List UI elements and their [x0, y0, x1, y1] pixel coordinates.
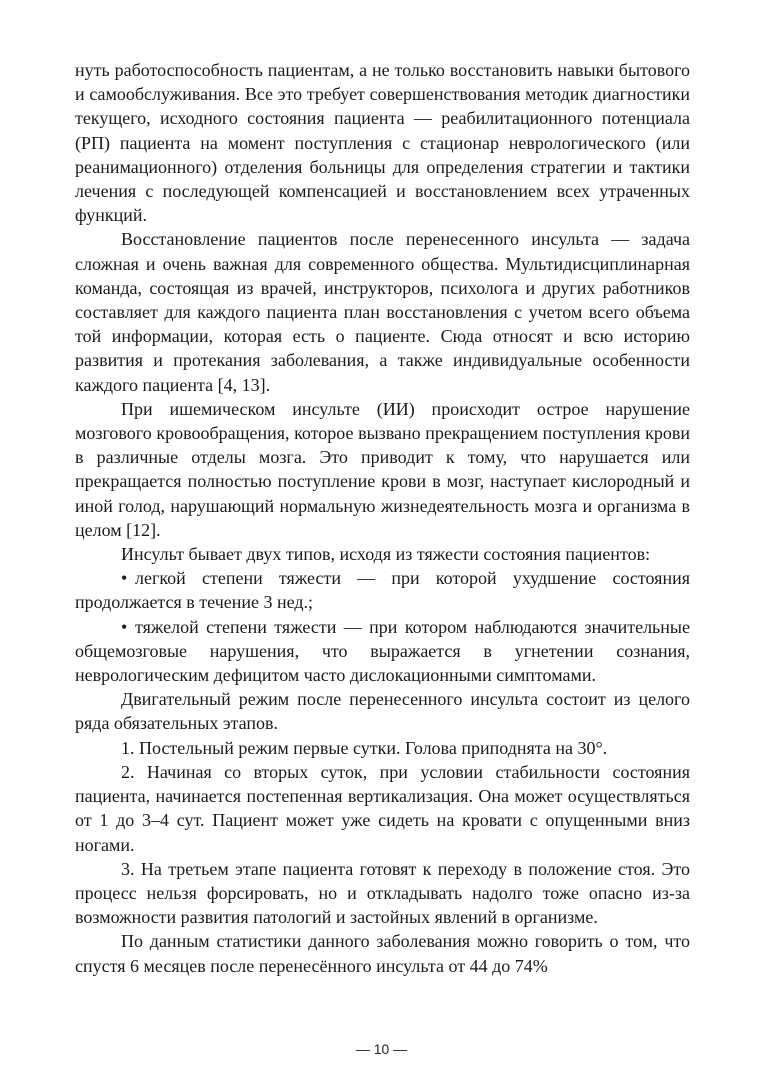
paragraph-continuation: нуть работоспособность пациентам, а не только восстановить навыки бытового и самообслуживания. Все это требует совершенствования методик диагностики текущего, исходного состояния пациента — реабилитационного потенциала (РП) пациента на момент поступления с стационар неврологического (или реанимационного) отделения больницы для определения стратегии и тактики лечения с последующей компенсацией и восстановлением всех утраченных функций. [75, 60, 690, 226]
list-item-step-2: 2. Начиная со вторых суток, при условии стабильности состояния пациента, начинается постепенная вертикализация. Она может осуществляться от 1 до 3–4 сут. Пациент может уже сидеть на кровати с опущенными вниз ногами. [75, 761, 690, 855]
paragraph-rehabilitation: Восстановление пациентов после перенесенного инсульта — задача сложная и очень важная для современного общества. Мультидисциплинарная команда, состоящая из врачей, инструкторов, психолога и других работников составляет для каждого пациента план восстановления с учетом всего объема той информации, которая есть о пациенте. Сюда относят и всю историю развития и протекания заболевания, а также индивидуальные особенности каждого пациента [4, 13]. [75, 229, 690, 395]
paragraph-motor-regime: Двигательный режим после перенесенного инсульта состоит из целого ряда обязательных этапов. [75, 689, 690, 734]
paragraph-ischemic-stroke: При ишемическом инсульте (ИИ) происходит острое нарушение мозгового кровообращения, которое вызвано прекращением поступления крови в различные отделы мозга. Это приводит к тому, что нарушается или прекращается полностью поступление крови в мозг, наступает кислородный и иной голод, нарушающий нормальную жизнедеятельность мозга и организма в целом [12]. [75, 398, 690, 540]
list-item-step-1: 1. Постельный режим первые сутки. Голова приподнята на 30°. [121, 737, 608, 758]
bullet-text: тяжелой степени тяжести — при котором наблюдаются значительные общемозговые нарушения, что выражается в угнетении сознания, неврологическим дефицитом часто дислокационными симптомами. [75, 616, 690, 686]
page-body [75, 58, 690, 978]
bullet-icon: • [121, 616, 128, 637]
paragraph-stroke-types: Инсульт бывает двух типов, исходя из тяжести состояния пациентов: [121, 544, 651, 565]
bullet-item-mild [75, 566, 690, 614]
bullet-icon: • [121, 568, 128, 589]
page-number: — 10 — [355, 1041, 408, 1057]
bullet-item-severe [75, 615, 690, 688]
paragraph-statistics: По данным статистики данного заболевания можно говорить о том, что спустя 6 месяцев после перенесённого инсульта от 44 до 74% [75, 931, 690, 976]
bullet-text: легкой степени тяжести — при которой ухудшение состояния продолжается в течение 3 нед.; [75, 568, 690, 613]
list-item-step-3: 3. На третьем этапе пациента готовят к переходу в положение стоя. Это процесс нельзя форсировать, но и откладывать надолго тоже опасно из-за возможности развития патологий и застойных явлений в организме. [75, 858, 690, 928]
